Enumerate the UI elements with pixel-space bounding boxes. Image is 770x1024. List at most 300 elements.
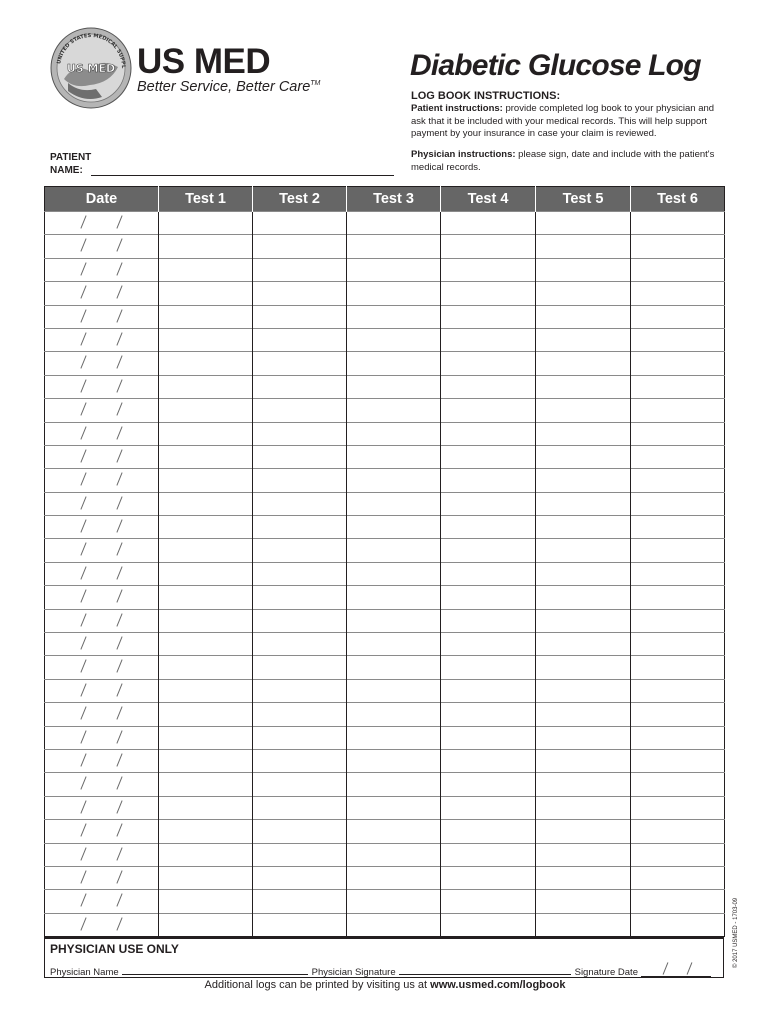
- date-separator: [80, 379, 86, 392]
- test-entry-cell[interactable]: [159, 375, 253, 398]
- test-entry-cell[interactable]: [441, 726, 536, 749]
- test-entry-cell[interactable]: [347, 773, 441, 796]
- test-entry-cell[interactable]: [631, 843, 725, 866]
- date-separator: [80, 239, 86, 252]
- date-separator: [80, 309, 86, 322]
- test-entry-cell[interactable]: [536, 726, 631, 749]
- date-entry-cell[interactable]: [45, 258, 159, 281]
- test-entry-cell[interactable]: [347, 282, 441, 305]
- test-entry-cell[interactable]: [159, 258, 253, 281]
- date-entry-cell[interactable]: [45, 469, 159, 492]
- date-separator: [116, 566, 122, 579]
- date-entry-cell[interactable]: [45, 749, 159, 772]
- signature-date-field[interactable]: [641, 964, 711, 977]
- test-entry-cell[interactable]: [536, 445, 631, 468]
- test-entry-cell[interactable]: [631, 539, 725, 562]
- us-med-seal-logo: [50, 27, 132, 109]
- date-entry-cell[interactable]: [45, 399, 159, 422]
- test-entry-cell[interactable]: [631, 282, 725, 305]
- test-entry-cell[interactable]: [159, 843, 253, 866]
- test-entry-cell[interactable]: [347, 820, 441, 843]
- test-entry-cell[interactable]: [159, 749, 253, 772]
- test-entry-cell[interactable]: [631, 866, 725, 889]
- test-entry-cell[interactable]: [159, 820, 253, 843]
- test-entry-cell[interactable]: [159, 352, 253, 375]
- date-entry-cell[interactable]: [45, 913, 159, 936]
- test-entry-cell[interactable]: [347, 843, 441, 866]
- date-separator: [116, 543, 122, 556]
- test-entry-cell[interactable]: [536, 235, 631, 258]
- test-entry-cell[interactable]: [159, 516, 253, 539]
- test-entry-cell[interactable]: [631, 562, 725, 585]
- test-entry-cell[interactable]: [159, 492, 253, 515]
- patient-instructions-label: Patient instructions:: [411, 103, 503, 114]
- test-entry-cell[interactable]: [441, 633, 536, 656]
- test-entry-cell[interactable]: [441, 469, 536, 492]
- test-entry-cell[interactable]: [536, 820, 631, 843]
- physician-signature-field[interactable]: [399, 974, 571, 975]
- date-separator: [116, 309, 122, 322]
- log-row: [45, 679, 725, 702]
- test-entry-cell[interactable]: [536, 539, 631, 562]
- test-entry-cell[interactable]: [441, 258, 536, 281]
- test-entry-cell[interactable]: [536, 469, 631, 492]
- test-entry-cell[interactable]: [253, 633, 347, 656]
- test-entry-cell[interactable]: [631, 773, 725, 796]
- date-entry-cell[interactable]: [45, 796, 159, 819]
- log-row: [45, 562, 725, 585]
- log-row: [45, 212, 725, 235]
- test-entry-cell[interactable]: [159, 726, 253, 749]
- date-separator: [116, 683, 122, 696]
- test-entry-cell[interactable]: [441, 562, 536, 585]
- seal-ring-text: UNITED STATES MEDICAL SUPPL: [56, 32, 127, 68]
- test-entry-cell[interactable]: [253, 282, 347, 305]
- date-entry-cell[interactable]: [45, 539, 159, 562]
- test-entry-cell[interactable]: [159, 562, 253, 585]
- test-entry-cell[interactable]: [253, 843, 347, 866]
- logbook-link[interactable]: www.usmed.com/logbook: [430, 979, 566, 991]
- date-entry-cell[interactable]: [45, 586, 159, 609]
- physician-signature-label: Physician Signature: [311, 967, 396, 978]
- log-row: [45, 328, 725, 351]
- test-entry-cell[interactable]: [441, 375, 536, 398]
- test-entry-cell[interactable]: [631, 235, 725, 258]
- test-entry-cell[interactable]: [631, 656, 725, 679]
- test-entry-cell[interactable]: [631, 469, 725, 492]
- test-entry-cell[interactable]: [536, 305, 631, 328]
- test-entry-cell[interactable]: [347, 328, 441, 351]
- physician-name-label: Physician Name: [50, 967, 119, 978]
- test-entry-cell[interactable]: [536, 773, 631, 796]
- test-entry-cell[interactable]: [347, 516, 441, 539]
- column-header: Test 1: [159, 187, 253, 212]
- test-entry-cell[interactable]: [536, 399, 631, 422]
- test-entry-cell[interactable]: [631, 212, 725, 235]
- test-entry-cell[interactable]: [536, 609, 631, 632]
- date-separator: [116, 894, 122, 907]
- test-entry-cell[interactable]: [536, 703, 631, 726]
- date-separator: [80, 800, 86, 813]
- date-entry-cell[interactable]: [45, 235, 159, 258]
- test-entry-cell[interactable]: [347, 445, 441, 468]
- test-entry-cell[interactable]: [347, 305, 441, 328]
- test-entry-cell[interactable]: [159, 539, 253, 562]
- date-separator: [80, 519, 86, 532]
- date-separator: [80, 753, 86, 766]
- test-entry-cell[interactable]: [536, 633, 631, 656]
- test-entry-cell[interactable]: [441, 866, 536, 889]
- footer-note: [0, 980, 770, 991]
- test-entry-cell[interactable]: [347, 258, 441, 281]
- test-entry-cell[interactable]: [441, 305, 536, 328]
- test-entry-cell[interactable]: [631, 913, 725, 936]
- date-entry-cell[interactable]: [45, 703, 159, 726]
- test-entry-cell[interactable]: [159, 422, 253, 445]
- log-row: [45, 773, 725, 796]
- date-separator: [80, 449, 86, 462]
- test-entry-cell[interactable]: [159, 796, 253, 819]
- test-entry-cell[interactable]: [536, 890, 631, 913]
- date-entry-cell[interactable]: [45, 609, 159, 632]
- test-entry-cell[interactable]: [253, 586, 347, 609]
- date-separator: [80, 566, 86, 579]
- date-entry-cell[interactable]: [45, 352, 159, 375]
- date-separator: [116, 402, 122, 415]
- trademark-mark: TM: [310, 80, 321, 88]
- test-entry-cell[interactable]: [253, 562, 347, 585]
- date-separator: [80, 402, 86, 415]
- test-entry-cell[interactable]: [159, 586, 253, 609]
- test-entry-cell[interactable]: [253, 352, 347, 375]
- test-entry-cell[interactable]: [347, 375, 441, 398]
- date-separator: [116, 590, 122, 603]
- test-entry-cell[interactable]: [631, 703, 725, 726]
- test-entry-cell[interactable]: [441, 352, 536, 375]
- column-header: Test 3: [347, 187, 441, 212]
- test-entry-cell[interactable]: [347, 586, 441, 609]
- test-entry-cell[interactable]: [536, 422, 631, 445]
- test-entry-cell[interactable]: [253, 679, 347, 702]
- test-entry-cell[interactable]: [631, 609, 725, 632]
- test-entry-cell[interactable]: [631, 679, 725, 702]
- test-entry-cell[interactable]: [441, 796, 536, 819]
- test-entry-cell[interactable]: [536, 749, 631, 772]
- test-entry-cell[interactable]: [159, 913, 253, 936]
- test-entry-cell[interactable]: [536, 352, 631, 375]
- patient-name-field[interactable]: [91, 175, 394, 176]
- date-separator: [116, 730, 122, 743]
- test-entry-cell[interactable]: [253, 796, 347, 819]
- date-separator: [687, 962, 693, 974]
- test-entry-cell[interactable]: [347, 633, 441, 656]
- test-entry-cell[interactable]: [253, 656, 347, 679]
- column-header: Test 4: [441, 187, 536, 212]
- test-entry-cell[interactable]: [347, 422, 441, 445]
- date-entry-cell[interactable]: [45, 305, 159, 328]
- test-entry-cell[interactable]: [253, 866, 347, 889]
- test-entry-cell[interactable]: [253, 726, 347, 749]
- test-entry-cell[interactable]: [253, 469, 347, 492]
- date-separator: [80, 894, 86, 907]
- test-entry-cell[interactable]: [253, 328, 347, 351]
- test-entry-cell[interactable]: [441, 516, 536, 539]
- log-row: [45, 399, 725, 422]
- test-entry-cell[interactable]: [441, 586, 536, 609]
- test-entry-cell[interactable]: [631, 820, 725, 843]
- test-entry-cell[interactable]: [536, 562, 631, 585]
- test-entry-cell[interactable]: [347, 656, 441, 679]
- test-entry-cell[interactable]: [253, 703, 347, 726]
- date-entry-cell[interactable]: [45, 516, 159, 539]
- test-entry-cell[interactable]: [347, 679, 441, 702]
- patient-instructions-text: provide completed log book to your physician and ask that it be included with your medical records. This will help support payment by your insurance in case your claim is reviewed.: [411, 103, 715, 139]
- date-entry-cell[interactable]: [45, 656, 159, 679]
- test-entry-cell[interactable]: [159, 679, 253, 702]
- test-entry-cell[interactable]: [441, 539, 536, 562]
- test-entry-cell[interactable]: [536, 843, 631, 866]
- test-entry-cell[interactable]: [631, 399, 725, 422]
- test-entry-cell[interactable]: [253, 235, 347, 258]
- test-entry-cell[interactable]: [536, 212, 631, 235]
- test-entry-cell[interactable]: [631, 305, 725, 328]
- test-entry-cell[interactable]: [159, 656, 253, 679]
- date-separator: [80, 823, 86, 836]
- log-row: [45, 492, 725, 515]
- date-separator: [116, 215, 122, 228]
- test-entry-cell[interactable]: [159, 212, 253, 235]
- test-entry-cell[interactable]: [253, 305, 347, 328]
- test-entry-cell[interactable]: [536, 679, 631, 702]
- test-entry-cell[interactable]: [347, 562, 441, 585]
- test-entry-cell[interactable]: [253, 516, 347, 539]
- test-entry-cell[interactable]: [631, 749, 725, 772]
- test-entry-cell[interactable]: [536, 375, 631, 398]
- date-separator: [116, 800, 122, 813]
- test-entry-cell[interactable]: [253, 913, 347, 936]
- test-entry-cell[interactable]: [536, 586, 631, 609]
- test-entry-cell[interactable]: [159, 633, 253, 656]
- date-separator: [116, 519, 122, 532]
- test-entry-cell[interactable]: [347, 212, 441, 235]
- test-entry-cell[interactable]: [347, 399, 441, 422]
- column-header: Test 6: [631, 187, 725, 212]
- test-entry-cell[interactable]: [441, 492, 536, 515]
- test-entry-cell[interactable]: [441, 399, 536, 422]
- test-entry-cell[interactable]: [631, 890, 725, 913]
- test-entry-cell[interactable]: [536, 328, 631, 351]
- test-entry-cell[interactable]: [536, 258, 631, 281]
- date-separator: [116, 917, 122, 930]
- column-header: Test 2: [253, 187, 347, 212]
- test-entry-cell[interactable]: [159, 305, 253, 328]
- test-entry-cell[interactable]: [347, 469, 441, 492]
- date-separator: [80, 707, 86, 720]
- test-entry-cell[interactable]: [347, 235, 441, 258]
- test-entry-cell[interactable]: [441, 609, 536, 632]
- date-separator: [116, 285, 122, 298]
- test-entry-cell[interactable]: [631, 516, 725, 539]
- date-entry-cell[interactable]: [45, 328, 159, 351]
- test-entry-cell[interactable]: [159, 703, 253, 726]
- log-row: [45, 749, 725, 772]
- table-header-row: [45, 187, 725, 212]
- test-entry-cell[interactable]: [159, 235, 253, 258]
- test-entry-cell[interactable]: [159, 773, 253, 796]
- test-entry-cell[interactable]: [253, 820, 347, 843]
- test-entry-cell[interactable]: [253, 445, 347, 468]
- date-entry-cell[interactable]: [45, 375, 159, 398]
- date-separator: [80, 215, 86, 228]
- test-entry-cell[interactable]: [631, 796, 725, 819]
- test-entry-cell[interactable]: [631, 328, 725, 351]
- log-row: [45, 445, 725, 468]
- date-separator: [80, 660, 86, 673]
- test-entry-cell[interactable]: [441, 890, 536, 913]
- date-separator: [116, 660, 122, 673]
- test-entry-cell[interactable]: [347, 726, 441, 749]
- test-entry-cell[interactable]: [441, 679, 536, 702]
- test-entry-cell[interactable]: [253, 609, 347, 632]
- test-entry-cell[interactable]: [441, 445, 536, 468]
- test-entry-cell[interactable]: [159, 609, 253, 632]
- log-row: [45, 633, 725, 656]
- physician-use-section: [44, 936, 724, 978]
- date-entry-cell[interactable]: [45, 212, 159, 235]
- test-entry-cell[interactable]: [631, 422, 725, 445]
- test-entry-cell[interactable]: [253, 399, 347, 422]
- test-entry-cell[interactable]: [253, 749, 347, 772]
- test-entry-cell[interactable]: [536, 492, 631, 515]
- date-entry-cell[interactable]: [45, 445, 159, 468]
- date-entry-cell[interactable]: [45, 633, 159, 656]
- test-entry-cell[interactable]: [347, 796, 441, 819]
- test-entry-cell[interactable]: [536, 656, 631, 679]
- test-entry-cell[interactable]: [347, 492, 441, 515]
- date-entry-cell[interactable]: [45, 679, 159, 702]
- test-entry-cell[interactable]: [159, 445, 253, 468]
- test-entry-cell[interactable]: [253, 539, 347, 562]
- date-separator: [80, 870, 86, 883]
- date-separator: [116, 753, 122, 766]
- test-entry-cell[interactable]: [159, 866, 253, 889]
- test-entry-cell[interactable]: [441, 843, 536, 866]
- test-entry-cell[interactable]: [536, 516, 631, 539]
- test-entry-cell[interactable]: [253, 422, 347, 445]
- test-entry-cell[interactable]: [441, 749, 536, 772]
- brand-name: US MED: [137, 42, 271, 81]
- date-separator: [116, 636, 122, 649]
- test-entry-cell[interactable]: [441, 820, 536, 843]
- footer-text: Additional logs can be printed by visiting us at: [204, 979, 428, 991]
- test-entry-cell[interactable]: [253, 492, 347, 515]
- test-entry-cell[interactable]: [631, 633, 725, 656]
- date-entry-cell[interactable]: [45, 422, 159, 445]
- test-entry-cell[interactable]: [347, 703, 441, 726]
- test-entry-cell[interactable]: [441, 913, 536, 936]
- log-row: [45, 305, 725, 328]
- date-separator: [80, 473, 86, 486]
- log-row: [45, 516, 725, 539]
- date-entry-cell[interactable]: [45, 890, 159, 913]
- test-entry-cell[interactable]: [631, 352, 725, 375]
- test-entry-cell[interactable]: [347, 749, 441, 772]
- test-entry-cell[interactable]: [441, 422, 536, 445]
- date-entry-cell[interactable]: [45, 843, 159, 866]
- physician-instructions: [411, 149, 721, 174]
- date-entry-cell[interactable]: [45, 866, 159, 889]
- test-entry-cell[interactable]: [536, 913, 631, 936]
- test-entry-cell[interactable]: [159, 282, 253, 305]
- test-entry-cell[interactable]: [631, 492, 725, 515]
- test-entry-cell[interactable]: [253, 375, 347, 398]
- physician-name-field[interactable]: [122, 974, 308, 975]
- test-entry-cell[interactable]: [441, 282, 536, 305]
- date-separator: [80, 613, 86, 626]
- log-row: [45, 703, 725, 726]
- test-entry-cell[interactable]: [347, 890, 441, 913]
- date-entry-cell[interactable]: [45, 562, 159, 585]
- test-entry-cell[interactable]: [159, 328, 253, 351]
- test-entry-cell[interactable]: [441, 328, 536, 351]
- log-row: [45, 258, 725, 281]
- test-entry-cell[interactable]: [159, 469, 253, 492]
- test-entry-cell[interactable]: [159, 399, 253, 422]
- test-entry-cell[interactable]: [347, 539, 441, 562]
- test-entry-cell[interactable]: [631, 258, 725, 281]
- date-separator: [116, 613, 122, 626]
- date-entry-cell[interactable]: [45, 726, 159, 749]
- test-entry-cell[interactable]: [536, 796, 631, 819]
- brand-tagline: Better Service, Better Care™: [137, 79, 321, 95]
- test-entry-cell[interactable]: [631, 445, 725, 468]
- date-entry-cell[interactable]: [45, 492, 159, 515]
- date-entry-cell[interactable]: [45, 820, 159, 843]
- date-entry-cell[interactable]: [45, 773, 159, 796]
- test-entry-cell[interactable]: [347, 609, 441, 632]
- test-entry-cell[interactable]: [159, 890, 253, 913]
- date-separator: [116, 262, 122, 275]
- date-entry-cell[interactable]: [45, 282, 159, 305]
- date-separator: [116, 496, 122, 509]
- test-entry-cell[interactable]: [253, 212, 347, 235]
- test-entry-cell[interactable]: [631, 726, 725, 749]
- date-separator: [80, 496, 86, 509]
- date-separator: [80, 426, 86, 439]
- test-entry-cell[interactable]: [536, 282, 631, 305]
- test-entry-cell[interactable]: [631, 375, 725, 398]
- test-entry-cell[interactable]: [441, 773, 536, 796]
- test-entry-cell[interactable]: [441, 212, 536, 235]
- date-separator: [80, 543, 86, 556]
- test-entry-cell[interactable]: [347, 352, 441, 375]
- test-entry-cell[interactable]: [441, 656, 536, 679]
- test-entry-cell[interactable]: [441, 703, 536, 726]
- log-row: [45, 820, 725, 843]
- test-entry-cell[interactable]: [347, 913, 441, 936]
- test-entry-cell[interactable]: [253, 258, 347, 281]
- test-entry-cell[interactable]: [631, 586, 725, 609]
- test-entry-cell[interactable]: [441, 235, 536, 258]
- test-entry-cell[interactable]: [347, 866, 441, 889]
- test-entry-cell[interactable]: [253, 773, 347, 796]
- test-entry-cell[interactable]: [253, 890, 347, 913]
- test-entry-cell[interactable]: [536, 866, 631, 889]
- log-row: [45, 586, 725, 609]
- log-row: [45, 539, 725, 562]
- date-separator: [663, 962, 669, 974]
- log-row: [45, 375, 725, 398]
